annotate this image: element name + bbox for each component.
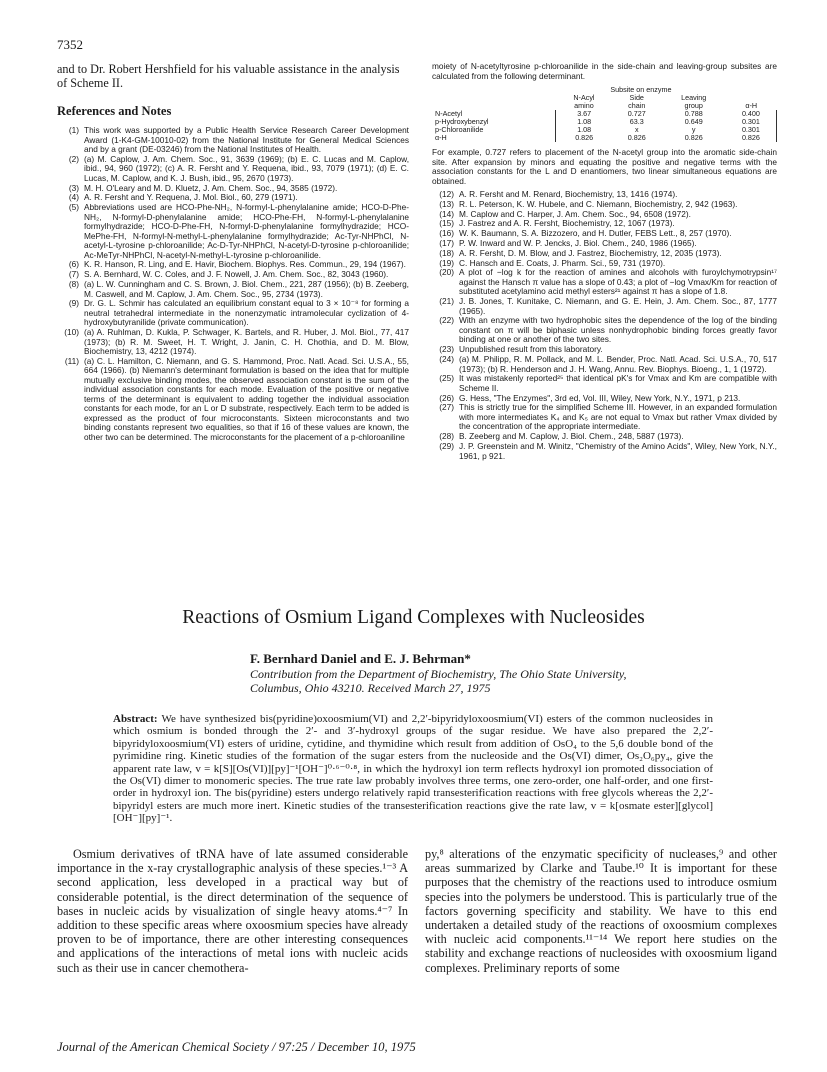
reference-item: (22) With an enzyme with two hydrophobic sites the dependence of the log of the binding constant on π will be biphasic unless nonhydrophobic binding forces greatly favor binding at one or another of the two sites. (439, 315, 777, 345)
references-list-left (57, 126, 409, 442)
article-abstract (113, 713, 713, 825)
article-affiliation: Contribution from the Department of Biochemistry, The Ohio State University, Columbus, Ohio 43210. Received March 27, 1975 (250, 667, 627, 695)
reference-item: (15) J. Fastrez and A. R. Fersht, Biochemistry, 12, 1067 (1973). (439, 218, 675, 229)
reference-item: (11) (a) C. L. Hamilton, C. Niemann, and G. S. Hammond, Proc. Natl. Acad. Sci. U.S.A., 55, 664 (1966). (b) Niemann's determinant formulation is based on the idea that for multiple mutually exclusive binding modes, the observed association constant is the sum of the individual association constants for each mode. Evaluation of the positive or negative terms of the determinant is equivalent to adding together the individual association constants for each mode, for an L or D substrate, respectively. Each term to be added is expressed as the product of four microconstants. Sixteen microconstants and two binding constants represent two equalities, so that if 16 of these values are known, the other two can be determined. The microconstants for the placement of a p-chloroaniline (64, 355, 409, 442)
body-text-right: py,⁸ alterations of the enzymatic specificity of nucleases,⁹ and other areas summarized by Clarke and Taube.¹⁰ It is important for these purposes that the chemistry of the reactions used to introduce osmium species into the polymers be understood. This is particularly true of the factors governing specificity and stability. We have to this end undertaken a detailed study of the reactions of oxoosmium complexes with nucleic acid components.¹¹⁻¹⁴ We report here studies on the stability and exchange reactions of nucleosides with oxoosmium ligand complexes. Preliminary reports of some (425, 847, 777, 975)
reference-item: (9) Dr. G. L. Schmir has calculated an equilibrium constant equal to 3 × 10⁻⁸ for forming a neutral tetrahedral intermediate in the nonenzymatic intramolecular cyclization of 4-hydroxybutyranilide (private communication). (68, 298, 409, 328)
reference-item: (6) K. R. Hanson, R. Ling, and E. Havir, Biochem. Biophys. Res. Commun., 29, 194 (1967). (68, 259, 406, 270)
reference-item: (12) A. R. Fersht and M. Renard, Biochemistry, 13, 1416 (1974). (439, 189, 678, 199)
reference-item: (10) (a) A. Ruhlman, D. Kukla, P. Schwager, K. Bartels, and R. Huber, J. Mol. Biol., 77, 417 (1973); (b) R. M. Sweet, H. T. Wright, J. Janin, C. H. Chothia, and D. M. Blow, Biochemistry, 13, 4212 (1974). (64, 327, 409, 357)
page-number: 7352 (57, 37, 83, 52)
reference-item: (26) G. Hess, "The Enzymes", 3rd ed, Vol. III, Wiley, New York, N.Y., 1971, p 213. (439, 392, 741, 403)
reference-item: (5) Abbreviations used are HCO-Phe-NH₂, N-formyl-L-phenylalanine amide; HCO-D-Phe-NH₂, N-formyl-D-phenylalanine amide; HCO-Phe-FH, N-formyl-L-phenylalanine formylhydrazide; HCO-D-Phe-FH, N-formyl-D-phenylalanine formylhydrazide; HCO-MePhe-FH, N-formyl-N-methyl-L-phenylalanine formylhydrazide; Ac-Tyr-NHPhCl, N-acetyl-L-tyrosine p-chloroanilide; Ac-D-Tyr-NHPhCl, N-acetyl-D-tyrosine p-chloroanilide; Ac-MeTyr-NHPhCl, N-acetyl-N-methyl-L-tyrosine p-chloroanilide. (68, 202, 409, 260)
reference-item: (16) W. K. Baumann, S. A. Bizzozero, and H. Dutler, FEBS Lett., 8, 257 (1970). (439, 228, 732, 239)
reference-item: (18) A. R. Fersht, D. M. Blow, and J. Fastrez, Biochemistry, 12, 2035 (1973). (439, 247, 722, 258)
reference-item: (28) B. Zeeberg and M. Caplow, J. Biol. Chem., 248, 5887 (1973). (439, 431, 684, 442)
acknowledgment-text: and to Dr. Robert Hershfield for his valuable assistance in the analysis of Scheme II. (57, 62, 400, 90)
table-row: p-Hydroxybenzyl 1.08 63.3 0.649 0.301 (432, 118, 777, 126)
table-row: α-H 0.826 0.826 0.826 0.826 (432, 134, 777, 142)
reference-item: (4) A. R. Fersht and Y. Requena, J. Mol. Biol., 60, 279 (1971). (68, 192, 298, 203)
references-list-right (432, 190, 777, 461)
reference-item: (21) J. B. Jones, T. Kunitake, C. Niemann, and G. E. Hein, J. Am. Chem. Soc., 87, 1777 (1965). (439, 296, 777, 316)
reference-item: (7) S. A. Bernhard, W. C. Coles, and J. F. Nowell, J. Am. Chem. Soc., 82, 3043 (1960). (68, 269, 389, 280)
table-row: p-Chloroanilide 1.08 x y 0.301 (432, 126, 777, 134)
left-column (57, 62, 409, 443)
body-text-left: Osmium derivatives of tRNA have of late assumed considerable importance in the x-ray crystallographic analysis of these species.¹⁻³ A second application, less developed in a practical way but of considerable potential, is the direct determination of the sequence of bases in nucleic acids by visualization of single heavy atoms.⁴⁻⁷ In addition to these specific areas where oxoosmium species have already proven to be of importance, there are other interesting consequences and applications of the interactions of metal ions with nucleic acids such as their use in cancer chemothera- (57, 847, 408, 975)
right-column (432, 62, 777, 461)
reference-item: (14) M. Caplow and C. Harper, J. Am. Chem. Soc., 94, 6508 (1972). (439, 208, 691, 219)
reference-item: (23) Unpublished result from this laboratory. (439, 344, 603, 355)
abstract-text: We have synthesized bis(pyridine)oxoosmium(VI) and 2,2′-bipyridyloxoosmium(VI) esters of the common nucleosides in which osmium is bonded through the 2′- and 3′-hydroxyl groups of the sugar residue. We have also prepared the 2,2′-bipyridyloxoosmium(VI) esters of uridine, cytidine, and thymidine which result from addition of OsO₄ to the 5,6 double bond of the pyrimidine ring. Kinetic studies of the formation of the sugar esters from the nucleoside and the Os(VI) dimer, Os₂O₆py₄, give the apparent rate law, v = k[S][Os(VI)][py]⁻¹[OH⁻]⁰·⁶⁻⁰·⁸, in which the hydroxyl ion term reflects hydroxyl ion promoted dissociation of the Os(VI) dimer to monomeric species. The true rate law probably involves three terms, one zero-order, one half-order, and one first-order in hydroxyl ion. The bis(pyridine) esters undergo relatively rapid transesterification reactions with free glycols whereas the 2,2′-bipyridyl esters are much more inert. Kinetic studies of the transesterification reactions give the rate law, v = k[osmate ester][glycol][OH⁻][py]⁻¹. (113, 713, 713, 825)
reference-item: (17) P. W. Inward and W. P. Jencks, J. Biol. Chem., 240, 1986 (1965). (439, 237, 697, 248)
reference-item: (1) This work was supported by a Public Health Service Research Career Development Award (1-K4-GM-10010-02) from the National Institute for General Medical Sciences and by a grant (DE-03246) from the National Institutes of Health. (68, 125, 409, 154)
determinant-intro-text: moiety of N-acetyltyrosine p-chloroanilide in the side-chain and leaving-group subsites are calculated from the following determinant. (432, 61, 777, 81)
reference-item: (8) (a) L. W. Cunningham and C. S. Brown, J. Biol. Chem., 221, 287 (1956); (b) B. Zeeberg, M. Caswell, and M. Caplow, J. Am. Chem. Soc., 95, 2734 (1973). (68, 279, 409, 299)
table-header-row: amino chain group α-H (574, 101, 758, 110)
reference-item: (3) M. H. O'Leary and M. D. Kluetz, J. Am. Chem. Soc., 94, 3585 (1972). (68, 182, 338, 193)
article-authors: F. Bernhard Daniel and E. J. Behrman* (250, 651, 471, 666)
reference-item: (20) A plot of −log k for the reaction of amines and alcohols with furoylchymotrypsin¹⁷ against the Hansch π value has a slope of 0.43; a plot of −log Vmax/Km for reaction of substituted acetylamino acid methyl esters²¹ against π has a slope of 1.8. (439, 267, 777, 297)
abstract-label: Abstract: (113, 713, 158, 725)
reference-item: (24) (a) M. Philipp, R. M. Pollack, and M. L. Bender, Proc. Natl. Acad. Sci. U.S.A., 70, 517 (1973); (b) R. Henderson and J. H. Wang, Annu. Rev. Biophys. Bioeng., 1, 1 (1972). (439, 354, 777, 374)
references-heading: References and Notes (57, 104, 172, 118)
table-header-row: N-Acyl Side Leaving (573, 93, 707, 102)
table-super-header: Subsite on enzyme (610, 85, 672, 94)
article-title: Reactions of Osmium Ligand Complexes with Nucleosides (182, 607, 645, 628)
reference-item: (13) R. L. Peterson, K. W. Hubele, and C. Niemann, Biochemistry, 2, 942 (1963). (439, 198, 738, 209)
reference-item: (2) (a) M. Caplow, J. Am. Chem. Soc., 91, 3639 (1969); (b) E. C. Lucas and M. Caplow, ibid., 94, 960 (1972); (c) A. R. Fersht and Y. Requena, ibid., 93, 7079 (1971); (d) E. C. Lucas, M. Caplow, and K. J. Bush, ibid., 95, 2670 (1973). (68, 153, 409, 183)
reference-item: (27) This is strictly true for the simplified Scheme III. However, in an expanded formulation with more intermediates K₄ and K₅ are not equal to Vmax but rather Vmax divided by the concentration of the appropriate intermediate. (439, 402, 777, 432)
determinant-table (432, 86, 777, 142)
reference-item: (25) It was mistakenly reported²⁵ that identical pK's for Vmax and Km are compatible with Scheme II. (439, 373, 777, 393)
determinant-explanation-text: For example, 0.727 refers to placement of the N-acetyl group into the aromatic side-chain site. After expansion by minors and equating the positive and negative terms with the association constants for the L and D enantiomers, two linear simultaneous equations are obtained. (432, 147, 777, 186)
journal-footer: Journal of the American Chemical Society / 97:25 / December 10, 1975 (57, 1040, 416, 1054)
reference-item: (19) C. Hansch and E. Coats, J. Pharm. Sci., 59, 731 (1970). (439, 257, 666, 268)
table-row: N-Acetyl 3.67 0.727 0.788 0.400 (432, 110, 777, 118)
reference-item: (29) J. P. Greenstein and M. Winitz, "Chemistry of the Amino Acids", Wiley, New York, N.Y., 1961, p 921. (439, 441, 777, 461)
